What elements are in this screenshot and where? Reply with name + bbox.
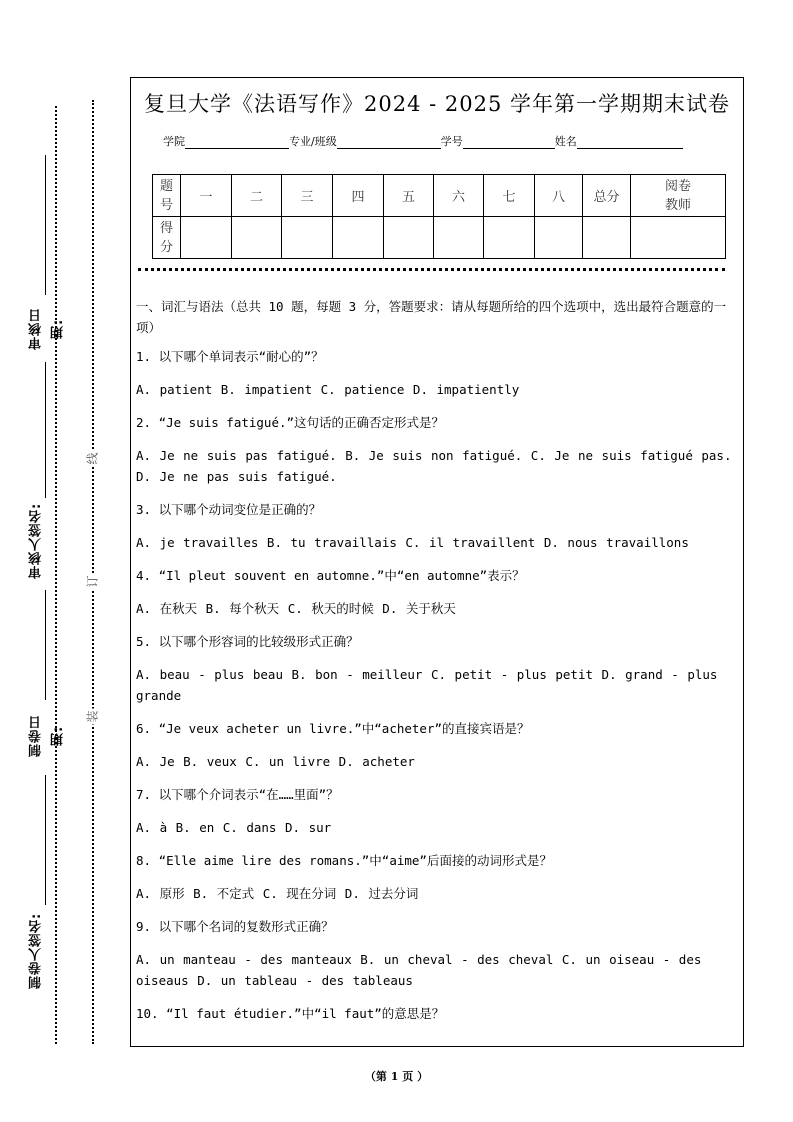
name-label: 姓名 — [554, 135, 577, 148]
binding-char-bind: 订 — [85, 575, 100, 588]
question-5-options: A. beau - plus beau B. bon - meilleur C. petit - plus petit D. grand - plus grande — [136, 667, 718, 703]
col-8: 八 — [535, 175, 583, 217]
college-label: 学院 — [163, 135, 185, 148]
question-10: 10. “Il faut étudier.”中“il faut”的意思是？ — [136, 1006, 445, 1021]
col-6: 六 — [434, 175, 484, 217]
score-header: 得 分 — [153, 217, 181, 259]
question-2-options: A. Je ne suis pas fatigué. B. Je suis non fatigué. C. Je ne suis fatigué pas. D. Je ne pas suis fatigué. — [136, 448, 732, 484]
col-5: 五 — [384, 175, 434, 217]
col-grader: 阅卷 教师 — [631, 175, 726, 217]
col-4: 四 — [333, 175, 384, 217]
review-date-label: 审核日期: — [29, 308, 66, 350]
review-date-line — [45, 155, 46, 295]
binding-char-mount: 装 — [85, 710, 100, 723]
binding-dotted-line-outer — [55, 106, 57, 1044]
binding-dotted-line-inner — [92, 100, 94, 1044]
section-heading: 一、词汇与语法（总共 10 题，每题 3 分，答题要求：请从每题所给的四个选项中，选出最符合题意的一项） — [136, 299, 727, 335]
score-cell-total[interactable] — [583, 217, 631, 259]
col-total: 总分 — [583, 175, 631, 217]
page-number: （第 1 页 ） — [364, 1070, 429, 1083]
question-5: 5. 以下哪个形容词的比较级形式正确？ — [136, 634, 359, 649]
question-7: 7. 以下哪个介词表示“在……里面”？ — [136, 787, 339, 802]
score-table — [152, 174, 726, 259]
question-7-options: A. à B. en C. dans D. sur — [136, 820, 332, 835]
reviewer-signature-line-top — [45, 362, 46, 498]
score-cell-5[interactable] — [384, 217, 434, 259]
question-4: 4. “Il pleut souvent en automne.”中“en automne”表示？ — [136, 568, 525, 583]
student-id-label: 学号 — [440, 135, 463, 148]
major-class-field[interactable] — [337, 136, 441, 149]
score-cell-7[interactable] — [484, 217, 535, 259]
paper-author-signature-label: 制卷人签名: — [29, 912, 44, 990]
exam-page-frame — [130, 77, 744, 1047]
score-cell-6[interactable] — [434, 217, 484, 259]
name-field[interactable] — [577, 136, 683, 149]
binding-char-line: 线 — [85, 452, 100, 465]
col-2: 二 — [232, 175, 282, 217]
reviewer-signature-line — [45, 590, 46, 700]
question-8: 8. “Elle aime lire des romans.”中“aime”后面接的动词形式是？ — [136, 853, 552, 868]
major-class-label: 专业/班级 — [289, 135, 337, 148]
college-field[interactable] — [185, 136, 289, 149]
exam-body — [136, 296, 739, 1036]
col-1: 一 — [181, 175, 232, 217]
question-number-header: 题 号 — [153, 175, 181, 217]
question-3: 3. 以下哪个动词变位是正确的？ — [136, 502, 322, 517]
question-number-row — [153, 175, 726, 217]
exam-title: 复旦大学《法语写作》2024 - 2025 学年第一学期期末试卷 — [143, 92, 730, 116]
question-9: 9. 以下哪个名词的复数形式正确？ — [136, 919, 334, 934]
reviewer-signature-label: 审核人签名: — [29, 502, 44, 580]
section-separator — [138, 268, 725, 271]
score-cell-3[interactable] — [282, 217, 333, 259]
score-cell-8[interactable] — [535, 217, 583, 259]
question-3-options: A. je travailles B. tu travaillais C. il travaillent D. nous travaillons — [136, 535, 689, 550]
col-3: 三 — [282, 175, 333, 217]
student-id-field[interactable] — [463, 136, 555, 149]
score-cell-grader[interactable] — [631, 217, 726, 259]
paper-date-line — [45, 775, 46, 905]
paper-date-label: 制卷日期: — [29, 715, 66, 757]
question-2: 2. “Je suis fatigué.”这句话的正确否定形式是？ — [136, 415, 445, 430]
score-cell-2[interactable] — [232, 217, 282, 259]
question-1-options: A. patient B. impatient C. patience D. impatiently — [136, 382, 520, 397]
question-1: 1. 以下哪个单词表示“耐心的”？ — [136, 349, 324, 364]
question-6: 6. “Je veux acheter un livre.”中“acheter”的直接宾语是？ — [136, 721, 530, 736]
question-8-options: A. 原形 B. 不定式 C. 现在分词 D. 过去分词 — [136, 886, 419, 901]
score-row — [153, 217, 726, 259]
score-cell-4[interactable] — [333, 217, 384, 259]
question-9-options: A. un manteau - des manteaux B. un cheval - des cheval C. un oiseau - des oiseaus D. un tableau - des tableaus — [136, 952, 702, 988]
score-cell-1[interactable] — [181, 217, 232, 259]
question-6-options: A. Je B. veux C. un livre D. acheter — [136, 754, 415, 769]
question-4-options: A. 在秋天 B. 每个秋天 C. 秋天的时候 D. 关于秋天 — [136, 601, 456, 616]
col-7: 七 — [484, 175, 535, 217]
student-info-row — [163, 133, 683, 149]
